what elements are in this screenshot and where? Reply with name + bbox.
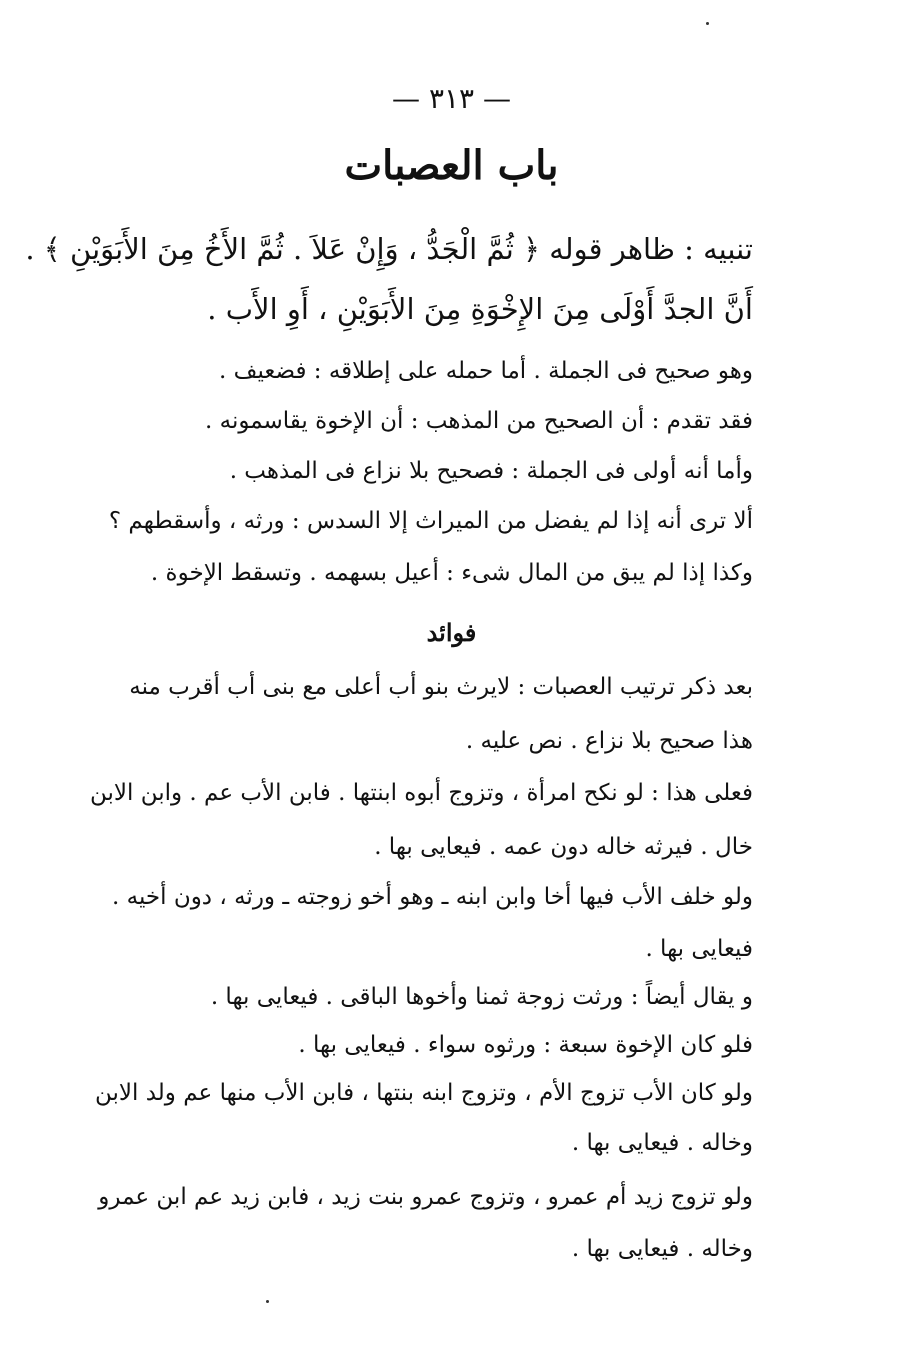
text-line: وخاله . فيعايى بها .: [571, 1236, 753, 1262]
text-line: فقد تقدم : أن الصحيح من المذهب : أن الإخوة يقاسمونه .: [204, 408, 753, 434]
text-line: ولو كان الأب تزوج الأم ، وتزوج ابنه بنتها ، فابن الأب منها عم ولد الابن: [95, 1080, 753, 1106]
text-line: خال . فيرثه خاله دون عمه . فيعايى بها .: [374, 834, 753, 860]
text-line: فعلى هذا : لو نكح امرأة ، وتزوج أبوه ابنتها . فابن الأب عم . وابن الابن: [89, 780, 753, 806]
text-line: وهو صحيح فى الجملة . أما حمله على إطلاقه : فضعيف .: [219, 358, 753, 384]
text-line: هذا صحيح بلا نزاع . نص عليه .: [465, 728, 753, 754]
text-line: تنبيه : ظاهر قوله ﴿ ثُمَّ الْجَدُّ ، وَإِنْ عَلاَ . ثُمَّ الأَخُ مِنَ الأَبَوَيْنِ ﴾ .: [25, 232, 753, 266]
text-line: ألا ترى أنه إذا لم يفضل من الميراث إلا السدس : ورثه ، وأسقطهم ؟: [108, 508, 753, 534]
text-line: أَنَّ الجدَّ أَوْلَى مِنَ الإِخْوَةِ مِنَ الأَبَوَيْنِ ، أَوِ الأَب .: [207, 292, 753, 326]
page-number: — ٣١٣ —: [392, 82, 511, 115]
text-line: ولو خلف الأب فيها أخا وابن ابنه ـ وهو أخو زوجته ـ ورثه ، دون أخيه .: [112, 884, 753, 910]
text-line: ولو تزوج زيد أم عمرو ، وتزوج عمرو بنت زيد ، فابن زيد عم ابن عمرو: [98, 1184, 753, 1210]
text-line: بعد ذكر ترتيب العصبات : لايرث بنو أب أعلى مع بنى أب أقرب منه: [129, 674, 753, 700]
print-speck: [706, 22, 709, 25]
chapter-title: باب العصبات: [344, 142, 559, 189]
section-heading: فوائد: [426, 618, 477, 647]
text-line: فيعايى بها .: [645, 936, 753, 962]
text-line: وأما أنه أولى فى الجملة : فصحيح بلا نزاع فى المذهب .: [229, 458, 753, 484]
text-line: فلو كان الإخوة سبعة : ورثوه سواء . فيعايى بها .: [298, 1032, 753, 1058]
print-speck: [266, 1300, 269, 1303]
text-line: وكذا إذا لم يبق من المال شىء : أعيل بسهمه . وتسقط الإخوة .: [150, 560, 753, 586]
text-line: وخاله . فيعايى بها .: [571, 1130, 753, 1156]
text-line: و يقال أيضاً : ورثت زوجة ثمنا وأخوها الباقى . فيعايى بها .: [210, 984, 753, 1010]
